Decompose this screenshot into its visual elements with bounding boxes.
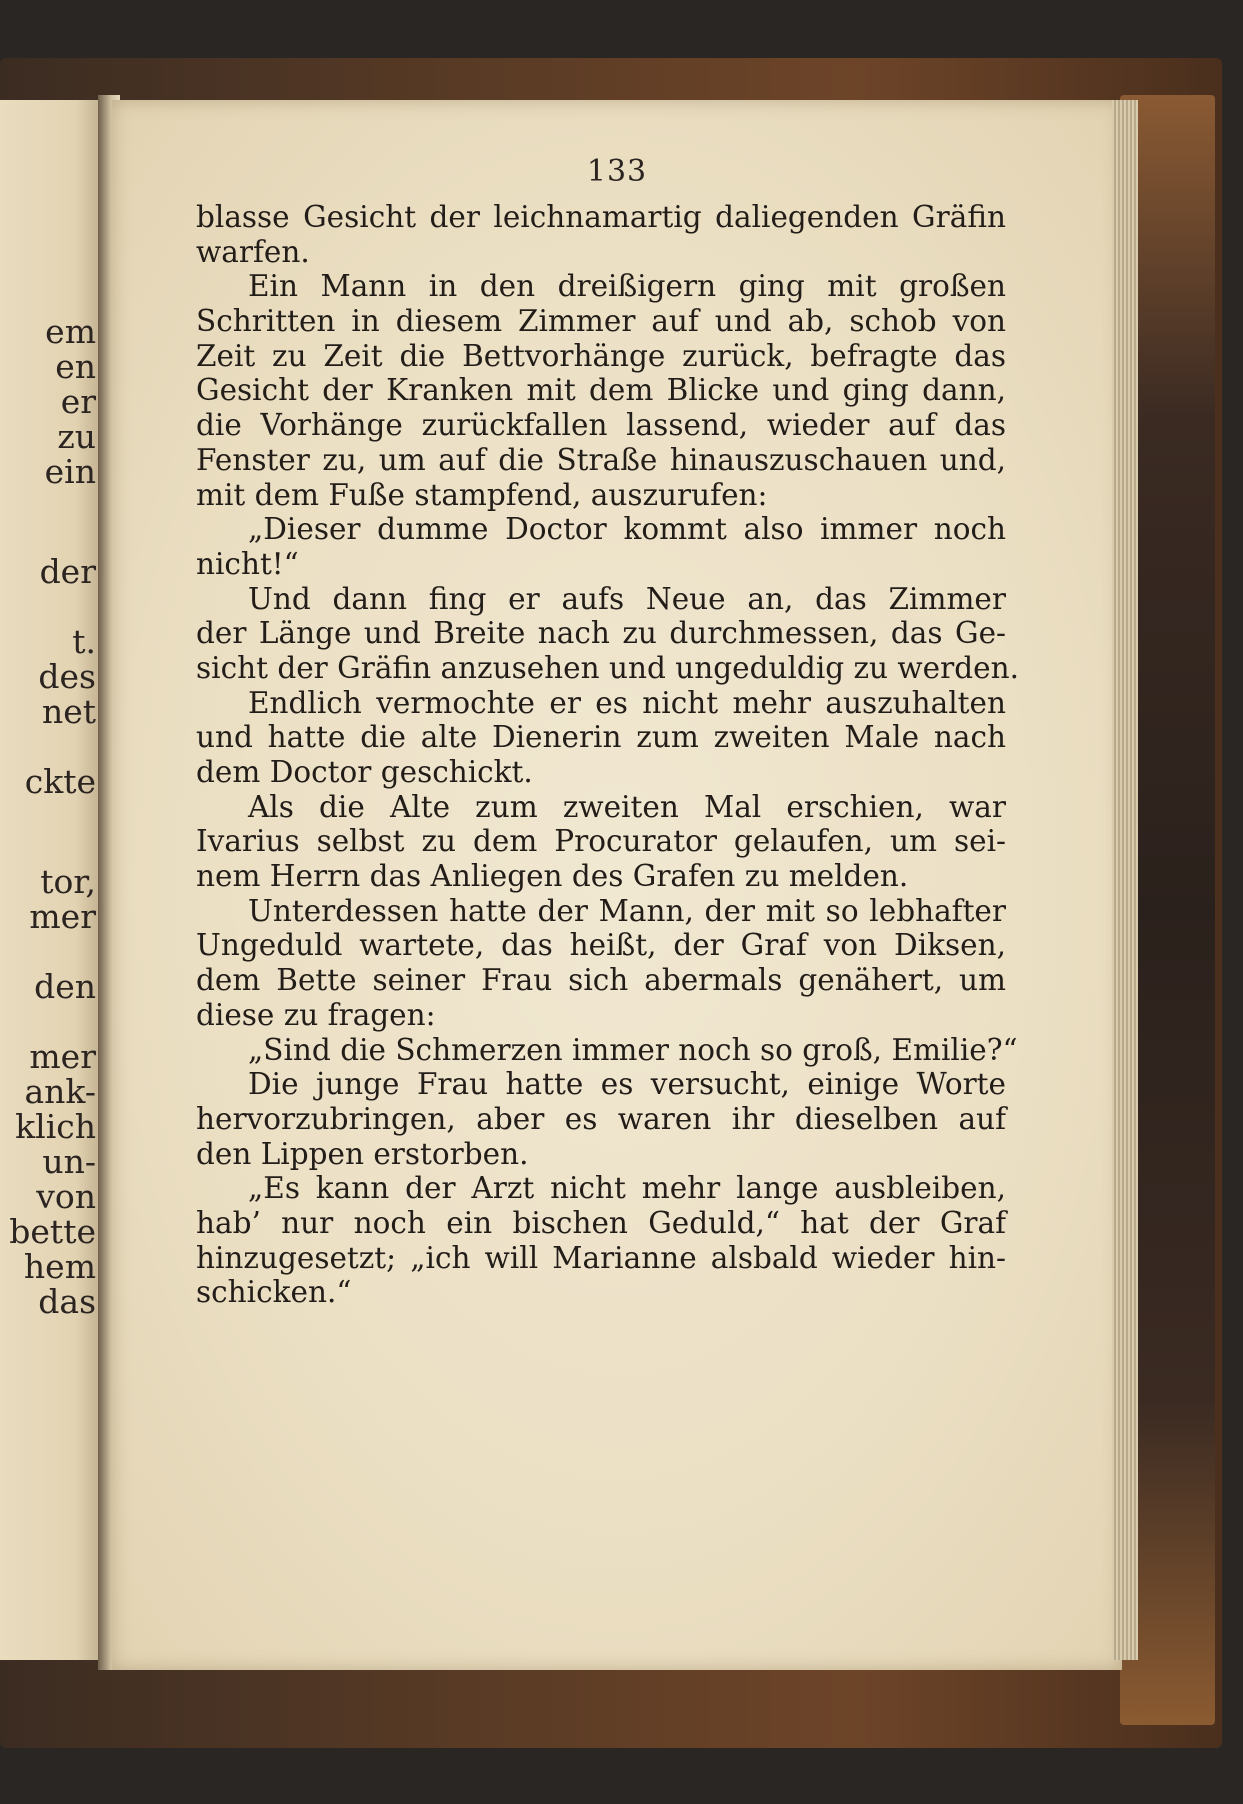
previous-page-fragment: ank- xyxy=(24,1072,96,1111)
previous-page-fragment: tor, xyxy=(40,862,96,901)
previous-page-fragment: ein xyxy=(44,452,96,491)
previous-page-fragment: net xyxy=(41,692,96,731)
previous-page-fragment: hem xyxy=(23,1247,96,1286)
text-line: Zeit zu Zeit die Bettvorhänge zurück, befragte das xyxy=(196,338,1006,373)
previous-page-fragment: von xyxy=(36,1177,96,1216)
text-line: hinzugesetzt; „ich will Marianne alsbald wieder hin- xyxy=(196,1240,1006,1275)
text-line: Ein Mann in den dreißigern ging mit großen xyxy=(248,269,1006,304)
page-text xyxy=(196,200,1019,1310)
text-line: Ungeduld wartete, das heißt, der Graf von Diksen, xyxy=(196,928,1006,963)
previous-page-fragment: das xyxy=(38,1282,96,1321)
book-page xyxy=(112,100,1122,1670)
previous-page-strip xyxy=(0,100,108,1660)
text-line: Als die Alte zum zweiten Mal erschien, war xyxy=(248,789,1006,824)
text-line: Schritten in diesem Zimmer auf und ab, schob von xyxy=(196,304,1006,339)
previous-page-fragment: klich xyxy=(15,1107,96,1146)
previous-page-fragment: mer xyxy=(29,897,96,936)
text-line: der Länge und Breite nach zu durchmessen, das Ge- xyxy=(196,616,1006,651)
text-line: hervorzubringen, aber es waren ihr dieselben auf xyxy=(196,1101,1006,1136)
previous-page-fragment: mer xyxy=(29,1037,96,1076)
text-line: und hatte die alte Dienerin zum zweiten Male nach xyxy=(196,720,1006,755)
previous-page-fragment: den xyxy=(34,967,96,1006)
page-number: 133 xyxy=(586,154,648,189)
text-line: diese zu fragen: xyxy=(196,997,436,1032)
previous-page-fragment: en xyxy=(55,347,96,386)
text-line: den Lippen erstorben. xyxy=(196,1136,529,1171)
text-line: Unterdessen hatte der Mann, der mit so lebhafter xyxy=(248,893,1006,928)
previous-page-fragment: ckte xyxy=(24,762,96,801)
text-line: schicken.“ xyxy=(196,1275,352,1310)
text-line: dem Bette seiner Frau sich abermals genähert, um xyxy=(196,963,1006,998)
text-line: „Sind die Schmerzen immer noch so groß, Emilie?“ xyxy=(248,1032,1018,1067)
text-line: „Es kann der Arzt nicht mehr lange ausbleiben, xyxy=(248,1171,1006,1206)
previous-page-fragment: un- xyxy=(42,1142,96,1181)
text-line: Fenster zu, um auf die Straße hinauszuschauen und, xyxy=(196,442,1006,477)
text-line: Die junge Frau hatte es versucht, einige Worte xyxy=(248,1067,1006,1102)
previous-page-fragment: zu xyxy=(57,417,96,456)
text-line: hab’ nur noch ein bischen Geduld,“ hat der Graf xyxy=(196,1205,1006,1240)
text-line: Ivarius selbst zu dem Procurator gelaufen, um sei- xyxy=(196,824,1006,859)
text-line: nicht!“ xyxy=(196,546,299,581)
previous-page-fragment: des xyxy=(38,657,96,696)
text-line: blasse Gesicht der leichnamartig daliegenden Gräfin xyxy=(196,200,1006,234)
text-line: nem Herrn das Anliegen des Grafen zu melden. xyxy=(196,859,909,894)
text-line: Gesicht der Kranken mit dem Blicke und ging dann, xyxy=(196,373,1006,408)
text-line: die Vorhänge zurückfallen lassend, wieder auf das xyxy=(196,408,1006,443)
previous-page-fragment: er xyxy=(60,382,96,421)
previous-page-fragment: em xyxy=(45,312,96,351)
previous-page-fragment: t. xyxy=(72,622,96,661)
text-line: Endlich vermochte er es nicht mehr auszuhalten xyxy=(248,685,1006,720)
text-line: Und dann fing er aufs Neue an, das Zimmer xyxy=(248,581,1006,616)
previous-page-fragment: der xyxy=(39,552,96,591)
text-line: „Dieser dumme Doctor kommt also immer noch xyxy=(248,512,1006,547)
text-line: dem Doctor geschickt. xyxy=(196,755,533,789)
text-line: warfen. xyxy=(196,234,310,269)
text-line: mit dem Fuße stampfend, auszurufen: xyxy=(196,477,768,512)
page-edges xyxy=(1112,100,1138,1660)
previous-page-fragment: bette xyxy=(9,1212,96,1251)
text-line: sicht der Gräfin anzusehen und ungeduldig zu werden. xyxy=(196,650,1019,685)
